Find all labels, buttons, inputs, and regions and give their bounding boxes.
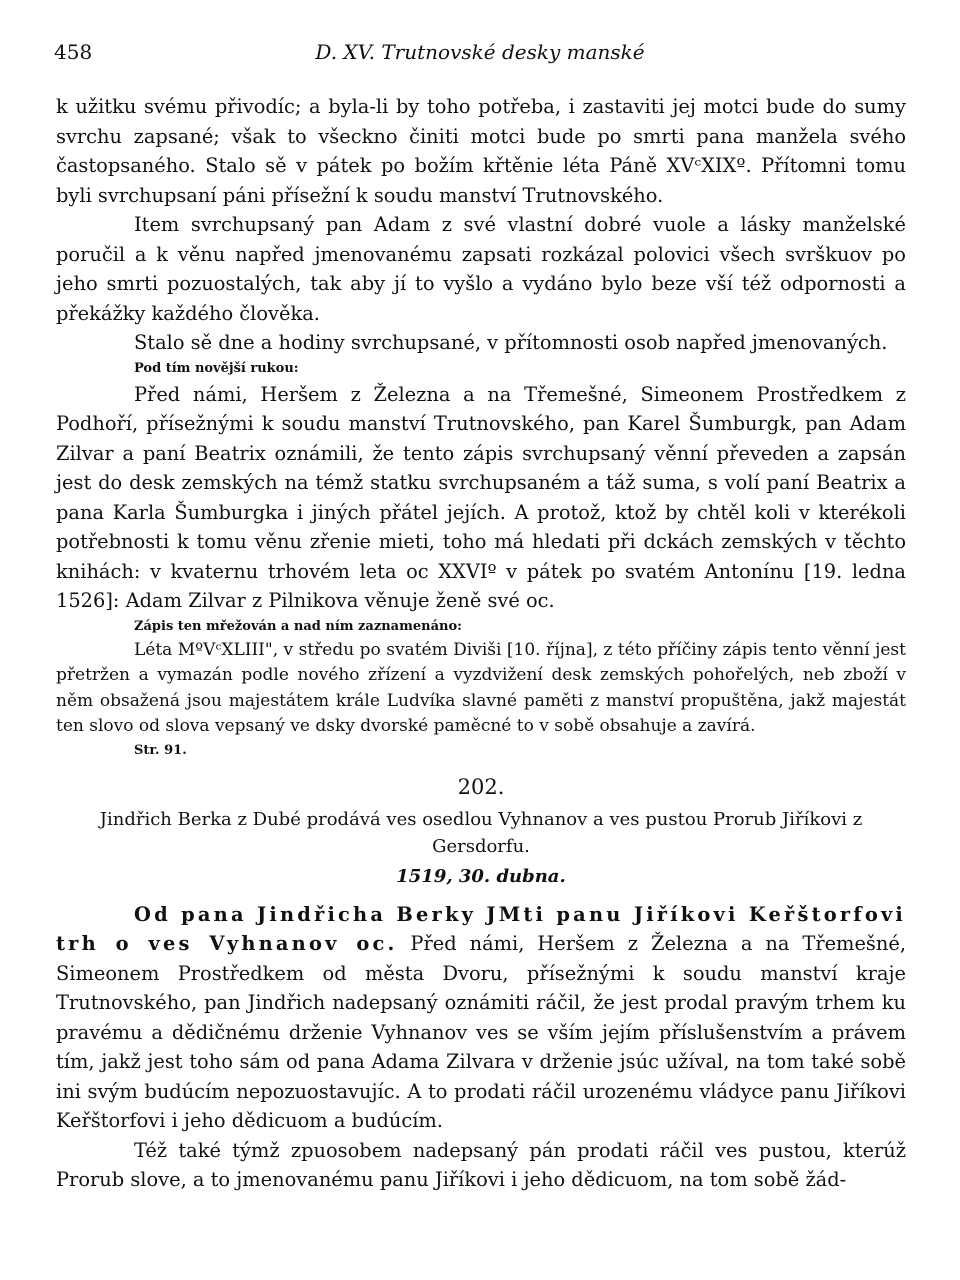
document-number: 202. xyxy=(457,774,505,799)
page-reference: Str. 91. xyxy=(134,742,187,758)
document-date: 1519, 30. dubna. xyxy=(396,865,566,887)
page-body xyxy=(56,92,906,1195)
page-header xyxy=(54,40,906,70)
paragraph-sale xyxy=(56,900,906,1136)
page-number: 458 xyxy=(54,40,93,64)
paragraph-later-entry: Před námi, Heršem z Železna a na Třemešné, Simeonem Prostředkem z Podhoří, přísežnými k soudu manství Trutnovského, pan Karel Šumburgk, pan Adam Zilvar a paní Beatrix oznámili, že tento zápis svrchupsaný věnní převeden a zapsán jest do desk zemských na témž statku svrchupsaném a táž suma, s volí paní Beatrix a pana Karla Šumburgka i jiných přátel jejích. A protož, ktož by chtěl koli v kterékoli potřebnosti k tomu věnu zřenie mieti, toho má hledati při dckách zemských v těchto knihách: v kvaternu trhovém leta oc XXVIº v pátek po svatém Antonínu [19. ledna 1526]: Adam Zilvar z Pilnikova věnuje ženě své oc. xyxy=(56,382,906,612)
paragraph-sale-continued: Též také týmž zpuosobem nadepsaný pán prodati ráčil ves pustou, kterúž Prorub slove, a to jmenovanému panu Jiříkovi i jeho dědicuom, na tom sobě žád- xyxy=(56,1138,906,1191)
spaced-heading-text: Od pana Jindřicha Berky JMti panu Jiříkovi Keřštorfovi trh o ves Vyhnanov oc. xyxy=(56,902,906,955)
editorial-note-later-hand: Pod tím novější rukou: xyxy=(134,360,299,376)
document-title: Jindřich Berka z Dubé prodává ves osedlou Vyhnanov a ves pustou Prorub Jiříkovi z Gersdorfu. xyxy=(99,808,863,857)
paragraph-continuation: k užitku svému přivodíc; a byla-li by toho potřeba, i zastaviti jej motci bude do sumy svrchu zapsané; však to všeckno činiti motci bude po smrti pana manžela svého častopsaného. Stalo sě v pátek po božím křtěnie léta Páně XVᶜXIXº. Přítomni tomu byli svrchupsaní páni přísežní k soudu manství Trutnovského. xyxy=(56,95,906,207)
running-title: D. XV. Trutnovské desky manské xyxy=(315,40,645,64)
paragraph-annotation: Léta MºVᶜXLIII", v středu po svatém Diviši [10. října], z této příčiny zápis tento věnní jest přetržen a vymazán podle nového zřízení a vyzdvižení desk zemských pohořelých, neb zboží v něm obsažená jsou majestátem krále Ludvíka slavné paměti z manství propuštěna, jakž majestát ten slovo od slova vepsaný ve dsky dvorské paměcné to v sobě obsahuje a zavírá. xyxy=(56,639,906,736)
paragraph-item: Item svrchupsaný pan Adam z své vlastní dobré vuole a lásky manželské poručil a k věnu napřed jmenovanému zapsati rozkázal polovici všech svrškuov po jeho smrti pozuostalých, tak aby jí to vyšlo a vydáno bylo beze vší též odpornosti a překážky každého člověka. xyxy=(56,213,906,325)
paragraph-stalo: Stalo sě dne a hodiny svrchupsané, v přítomnosti osob napřed jmenovaných. xyxy=(134,331,888,354)
editorial-note-struck: Zápis ten mřežován a nad ním zaznamenáno: xyxy=(134,618,462,634)
paragraph-sale-text: Před námi, Heršem z Železna a na Třemešné, Simeonem Prostředkem od města Dvoru, přísežnými k soudu manství kraje Trutnovského, pan Jindřich nadepsaný oznámiti ráčil, že jest prodal pravým trhem ku pravému a dědičnému drženie Vyhnanov ves se vším jejím příslušenstvím a právem tím, jakž jest toho sám od pana Adama Zilvara v drženie jsúc užíval, na tom také sobě ini svým budúcím nepozuostavujíc. A to prodati ráčil urozenému vládyce panu Jiříkovi Keřštorfovi i jeho dědicuom a budúcím. xyxy=(56,932,907,1132)
